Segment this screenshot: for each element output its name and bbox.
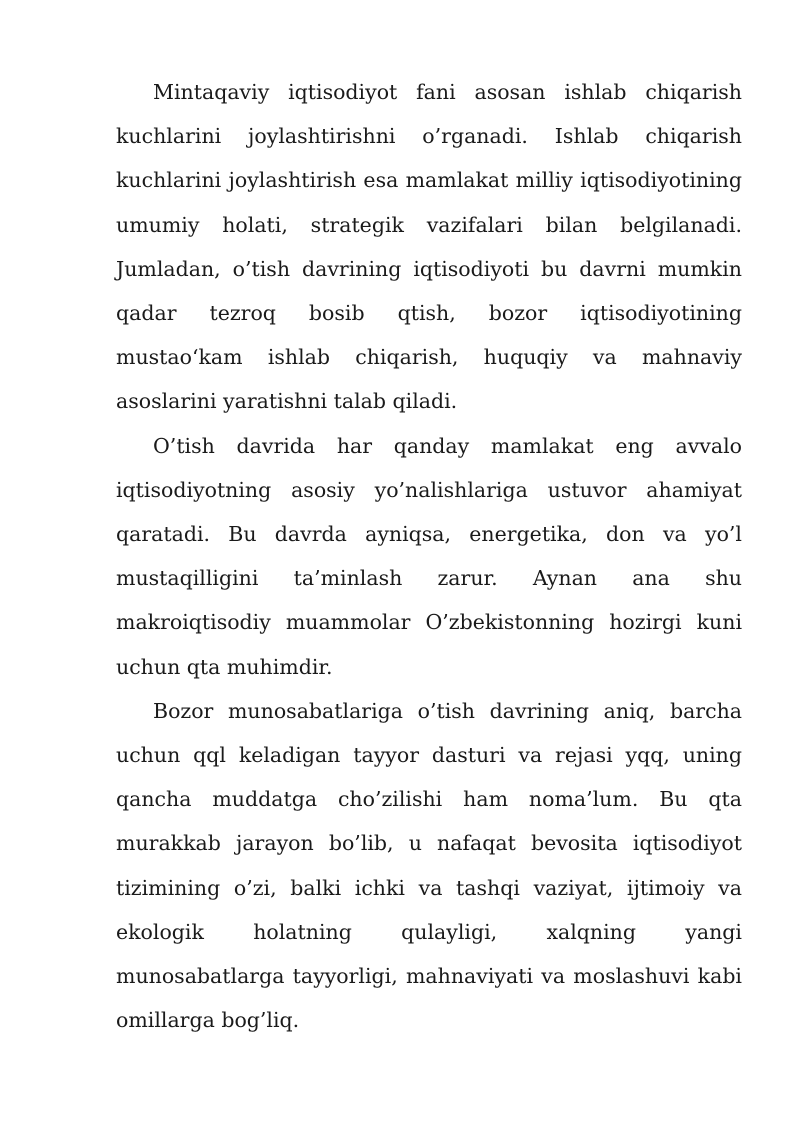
paragraph-3: Bozor munosabatlariga o’tish davrining aniq, barcha uchun qql keladigan tayyor dasturi va rejasi yqq, uning qancha muddatga cho’zilishi ham noma’lum. Bu qta murakkab jarayon bo’lib, u nafaqat bevosita iqtisodiyot tizimining o’zi, balki ichki va tashqi vaziyat, ijtimoiy va ekologik holatning qulayligi, xalqning yangi munosabatlarga tayyorligi, mahnaviyati va moslashuvi kabi omillarga bog’liq.: [116, 698, 742, 1033]
paragraph-1: Mintaqaviy iqtisodiyot fani asosan ishlab chiqarish kuchlarini joylashtirishni o’rganadi. Ishlab chiqarish kuchlarini joylashtirish esa mamlakat milliy iqtisodiyotining umumiy holati, strategik vazifalari bilan belgilanadi. Jumladan, o’tish davrining iqtisodiyoti bu davrni mumkin qadar tezroq bosib qtish, bozor iqtisodiyotining mustaoʻkam ishlab chiqarish, huquqiy va mahnaviy asoslarini yaratishni talab qiladi.: [116, 80, 742, 414]
document-body: [116, 70, 742, 1042]
paragraph-2: O’tish davrida har qanday mamlakat eng avvalo iqtisodiyotning asosiy yo’nalishlariga ustuvor ahamiyat qaratadi. Bu davrda ayniqsa, energetika, don va yo’l mustaqilligini ta’minlash zarur. Aynan ana shu makroiqtisodiy muammolar O’zbekistonning hozirgi kuni uchun qta muhimdir.: [116, 433, 742, 679]
